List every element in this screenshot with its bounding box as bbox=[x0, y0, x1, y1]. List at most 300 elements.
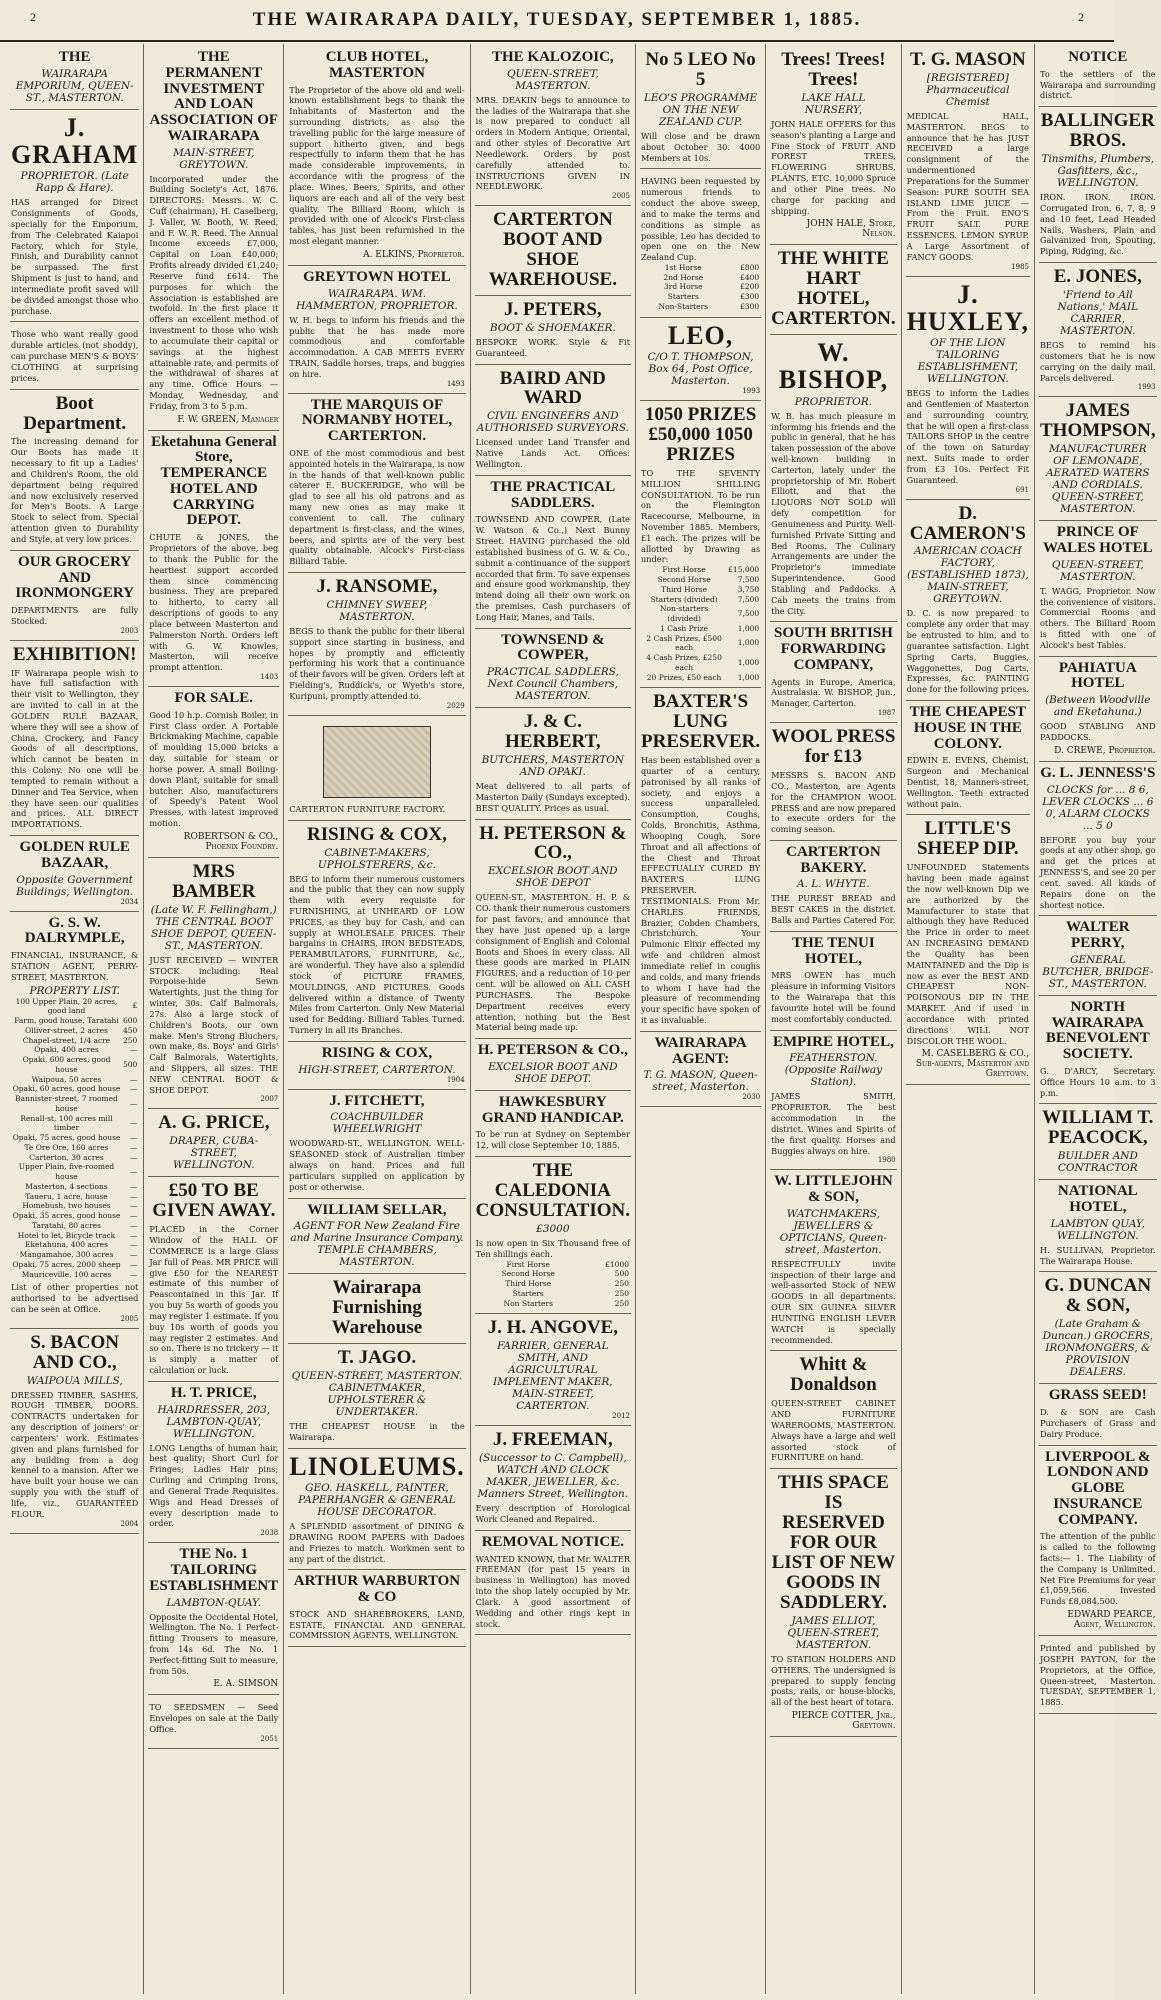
ad-subheading: (Successor to C. Campbell), WATCH AND CLOCK MAKER, JEWELLER, &c. Manners Street, Wellington. bbox=[477, 1452, 629, 1501]
list-value: 1,000 bbox=[737, 657, 760, 667]
advertisement bbox=[906, 277, 1030, 500]
ad-heading: NORTH WAIRARAPA BENEVOLENT SOCIETY. bbox=[1045, 998, 1150, 1063]
ad-body: Those who want really good durable articles (not shoddy), can purchase MEN'S & BOYS' CLOTHING at surprising prices. bbox=[11, 329, 139, 383]
advertisement bbox=[475, 629, 631, 709]
ad-subheading: BUTCHERS, MASTERTON AND OPAKI. bbox=[481, 754, 625, 779]
ad-heading: W. BISHOP, bbox=[778, 338, 889, 395]
list-value: — bbox=[129, 1201, 138, 1211]
advertisement bbox=[640, 1032, 761, 1108]
ad-body: Opposite the Occidental Hotel, Wellington. The No. 1 Perfect-fitting Trousers to measure, from 14s 6d. The No. 1 Perfect-fitting Suit to measure, from 50s. bbox=[149, 1611, 279, 1676]
advertisement bbox=[770, 1469, 896, 1737]
ad-body: MRS. DEAKIN begs to announce to the ladies of the Wairarapa that she is now prepared to conduct all orders in Modern Antique, Oriental, and other styles of Decorative Art Needlework. Orders by post carefully attended to. INSTRUCTIONS GIVEN IN NEEDLEWORK. bbox=[475, 94, 630, 192]
list-item: Starters (divided) bbox=[650, 594, 718, 604]
advertisement bbox=[10, 110, 139, 323]
advertisement bbox=[288, 266, 465, 394]
ad-heading: THE PERMANENT INVESTMENT AND LOAN ASSOCIATION OF WAIRARAPA bbox=[149, 49, 279, 144]
ad-body: DEPARTMENTS are fully Stocked. bbox=[11, 605, 139, 626]
list-value: 250 bbox=[614, 1288, 629, 1298]
ad-subheading: CLOCKS for ... 8 6, LEVER CLOCKS ... 6 0, ALARM CLOCKS ... 5 0 bbox=[1042, 783, 1154, 832]
ad-heading: ARTHUR WARBURTON & CO bbox=[293, 1573, 461, 1606]
ad-body: CARTERTON FURNITURE FACTORY. bbox=[289, 803, 446, 814]
ad-signature: A. ELKINS, Proprietor. bbox=[363, 249, 465, 260]
advertisement bbox=[288, 573, 465, 716]
advertisement bbox=[1039, 1384, 1157, 1445]
woodcut-illustration bbox=[323, 726, 430, 798]
ad-subheading: GENERAL BUTCHER, BRIDGE-ST., MASTERTON. bbox=[1042, 953, 1154, 990]
advertisement bbox=[10, 1329, 139, 1534]
ad-heading: BAXTER'S LUNG PRESERVER. bbox=[641, 691, 761, 753]
ad-body: The Proprietor of the above old and well-known establishment begs to thank the Inhabitants of Masterton and the surrounding districts, as also the travelling public for the large measure of support hitherto given, and begs respectfully to inform them that he has made considerable improvements, in accordance with the progress of the place. Wines, Beers, Spirits, and other liquors are each and all of the very best quality. The Billiard Room, which is provided with one of Alcock's First-class tables, has just been refurnished in the most elegant manner. bbox=[289, 84, 465, 247]
ad-reference-number: 2038 bbox=[260, 1529, 279, 1538]
advertisement bbox=[1039, 996, 1157, 1104]
advertisement bbox=[148, 431, 279, 687]
list-row bbox=[641, 585, 760, 595]
ad-subheading: WAIRARAPA EMPORIUM, QUEEN-ST., MASTERTON. bbox=[15, 67, 134, 104]
list-row bbox=[641, 624, 760, 634]
ad-heading: THE CHEAPEST HOUSE IN THE COLONY. bbox=[909, 704, 1026, 752]
newspaper-title: THE WAIRARAPA DAILY, TUESDAY, SEPTEMBER 1, 1885. bbox=[252, 9, 862, 30]
ad-body: A SPLENDID assortment of DINING & DRAWING ROOM PAPERS with Dadoes and Friezes to match. Workmen sent to any part of the district. bbox=[289, 1521, 465, 1564]
ad-body: CHUTE & JONES, the Proprietors of the above, beg to thank the Public for the heartiest support accorded them since commencing business. They are prepared to hitherto, to carry all descriptions of goods to any place between Masterton and Palmerston North. Orders left with G. W. Knowles, Masterton, will receive prompt attention. bbox=[149, 532, 279, 673]
list-item: Farm, good house, Taratahi bbox=[14, 1016, 119, 1025]
list-value: 500 bbox=[123, 1059, 138, 1069]
ad-body: TO SEEDSMEN — Seed Envelopes on sale at the Daily Office. bbox=[149, 1702, 279, 1735]
list-row bbox=[11, 1260, 138, 1270]
list-value: £200 bbox=[740, 282, 760, 292]
ad-body: Printed and published by JOSEPH PAYTON, for the Proprietors, at the Office, Queen-street, Masterton. TUESDAY, SEPTEMBER 1, 1885. bbox=[1040, 1643, 1156, 1708]
list-item: Mangamahoe, 300 acres bbox=[19, 1250, 114, 1259]
column-1 bbox=[6, 44, 144, 1994]
ad-body: W. B. has much pleasure in informing his friends and the public in general, that he has taken possession of the above well-known building in Carterton, lately under the proprietorship of Mr. Robert Elliott, and that the LIQUORS NOT SOLD will defy competition for Genuineness and Purity. Well-furnished Private Sitting and Bed Rooms. The Culinary Arrangements are under the Proprietor's immediate Superintendence. Good Stabling and Paddocks. A Cab meets the trains from the City. bbox=[771, 410, 896, 616]
list-value: — bbox=[129, 1250, 138, 1259]
ad-subheading: Tinsmiths, Plumbers, Gasfitters, &c., WELLINGTON. bbox=[1041, 153, 1155, 190]
ad-subheading: HIGH-STREET, CARTERTON. bbox=[298, 1063, 456, 1076]
ad-subheading: WATCHMAKERS, JEWELLERS & OPTICIANS, Queen-street, Masterton. bbox=[779, 1207, 888, 1256]
ad-body: Is now open in Six Thousand free of Ten shillings each. bbox=[475, 1237, 630, 1259]
advertisement bbox=[1039, 1180, 1157, 1272]
advertisement bbox=[770, 335, 896, 622]
ad-subheading: AMERICAN COACH FACTORY, (ESTABLISHED 1873), MAIN-STREET, GREYTOWN. bbox=[906, 545, 1029, 606]
ad-heading: Trees! Trees! Trees! bbox=[781, 49, 886, 90]
ad-subheading: WAIPOUA MILLS, bbox=[26, 1374, 123, 1387]
ad-body: MESSRS S. BACON AND CO., Masterton, are Agents for the CHAMPION WOOL PRESS and are now prepared to execute orders for the coming season. bbox=[771, 770, 896, 835]
advertisement bbox=[770, 841, 896, 932]
list-row bbox=[11, 1250, 138, 1260]
ad-body: BEGS to remind his customers that he is now carrying on the daily mail. Parcels delivered. bbox=[1040, 340, 1156, 383]
advertisement bbox=[640, 46, 761, 169]
list-value: — bbox=[129, 1191, 138, 1201]
column-container bbox=[6, 44, 1156, 1994]
advertisement bbox=[148, 46, 279, 431]
advertisement bbox=[148, 687, 279, 858]
ad-subheading: MAIN-STREET, GREYTOWN. bbox=[173, 146, 255, 171]
ad-heading: D. CAMERON'S bbox=[909, 502, 1026, 544]
list-item: Opaki, 600 acres, good house bbox=[22, 1055, 111, 1074]
ad-heading: Boot Department. bbox=[23, 392, 127, 434]
list-item: Taratahi, 80 acres bbox=[32, 1220, 101, 1230]
list-item: Opaki, 75 acres, good house bbox=[12, 1133, 121, 1142]
ad-heading: BALLINGER BROS. bbox=[1040, 110, 1155, 152]
ad-subheading: EXCELSIOR BOOT AND SHOE DEPOT. bbox=[488, 1060, 618, 1085]
advertisement bbox=[148, 1543, 279, 1695]
advertisement bbox=[288, 1274, 465, 1344]
ad-heading: PAHIATUA HOTEL bbox=[1058, 659, 1137, 692]
list-row bbox=[11, 1182, 138, 1192]
ad-heading: OUR GROCERY AND IRONMONGERY bbox=[15, 553, 134, 602]
ad-heading: G. DUNCAN & SON, bbox=[1044, 1275, 1152, 1317]
ad-subheading: CIVIL ENGINEERS AND AUTHORISED SURVEYORS. bbox=[476, 410, 629, 435]
list-value: 1,000 bbox=[737, 638, 760, 648]
list-item: Homebush, two houses bbox=[22, 1201, 111, 1211]
ad-heading: CARTERTON BAKERY. bbox=[786, 843, 881, 876]
ad-signature: D. CREWE, Proprietor. bbox=[1054, 745, 1156, 756]
advertisement bbox=[288, 46, 465, 266]
ad-heading: GREYTOWN HOTEL bbox=[303, 268, 451, 285]
list-row bbox=[11, 1094, 138, 1114]
list-item: Chapel-street, 1/4 acre bbox=[22, 1035, 111, 1045]
ad-reference-number: 2029 bbox=[446, 701, 465, 710]
ad-heading: EMPIRE HOTEL, bbox=[772, 1033, 894, 1050]
list-value: — bbox=[129, 1211, 138, 1220]
ad-reference-number: 1993 bbox=[742, 387, 761, 396]
list-item: 20 Prizes, £50 each bbox=[646, 672, 722, 682]
list-item: Hotel to let, Bicycle track bbox=[17, 1230, 116, 1240]
list-value: 1,000 bbox=[737, 623, 760, 633]
ad-body: MEDICAL HALL, MASTERTON. BEGS to announce that he has JUST RECEIVED a large consignment of the undermentioned Preparations for the Summer Season: PURE SOUTH SEA ISLAND LIME JUICE — From the Fruit. ENO'S FRUIT SALT. PURE ESSENCES. LEMON SYRUP. A Large Assortment of FANCY GOODS. bbox=[906, 110, 1029, 262]
ad-reference-number: 2004 bbox=[120, 1519, 139, 1528]
list-row bbox=[641, 604, 760, 624]
ad-signature: JOHN HALE, Stoke, Nelson. bbox=[806, 219, 896, 240]
list-value: 250 bbox=[614, 1279, 629, 1289]
ad-heading: GRASS SEED! bbox=[1048, 1387, 1147, 1404]
advertisement bbox=[1039, 46, 1157, 107]
list-row bbox=[476, 1289, 630, 1299]
ad-heading: THE CALEDONIA CONSULTATION. bbox=[475, 1160, 631, 1221]
advertisement bbox=[1039, 1636, 1157, 1714]
ad-body: Good 10 h.p. Cornish Boiler, in First Class order. A Portable Brickmaking Machine, capable of moulding 15,000 bricks a day, suitable for steam or horse power. A small Boiling-down Plant, suitable for small butcher. Also, manufacturers of Speedy's Patent Wool Presses, with latest improved motion. bbox=[149, 709, 279, 829]
ad-body: H. SULLIVAN, Proprietor. The Wairarapa House. bbox=[1040, 1244, 1156, 1266]
ad-body: IF Wairarapa people wish to have full satisfaction with their visit to Wellington, they are invited to call in at the GOLDEN RULE BAZAAR, where they will see a show of China, Crockery, and Fancy Goods of all descriptions, which cannot be beaten in this Colony. No one will be tempted to remain without a Dinner and Tea Service, when they have seen our qualities and prices. ALL DIRECT IMPORTATIONS. bbox=[11, 667, 139, 830]
list-value: — bbox=[129, 1269, 138, 1279]
advertisement bbox=[288, 1570, 465, 1647]
advertisement bbox=[475, 1091, 631, 1157]
list-value: £ bbox=[132, 1001, 138, 1011]
list-item: Starters bbox=[667, 292, 699, 302]
ad-heading: MRS BAMBER bbox=[172, 860, 256, 902]
ad-body: BEG to inform their numerous customers and the public that they can now supply them with every requisite for FURNISHING, at UNHEARD OF LOW PRICES, as they buy for Cash, and can supply at WHOLESALE PRICES. Their bargains in CHAIRS, IRON BEDSTEADS, PERAMBULATORS, FURNITURE, &c., are wonderful. They have also a splendid stock of PICTURE FRAMES, MOULDINGS, AND PICTURES. Goods delivered within a distance of Twenty Miles from Carterton. Only New Material used for Bedding. Billiard Tables Turned. Turnery in all its Branches. bbox=[289, 873, 465, 1036]
list-row bbox=[641, 565, 760, 575]
ad-body: FINANCIAL, INSURANCE, & STATION AGENT, PERRY-STREET, MASTERTON. bbox=[11, 950, 139, 982]
list-value: £15,000 bbox=[728, 565, 760, 575]
advertisement bbox=[1039, 521, 1157, 656]
ad-subheading: GEO. HASKELL, PAINTER, PAPERHANGER & GENERAL HOUSE DECORATOR. bbox=[298, 1482, 456, 1519]
advertisement bbox=[475, 1039, 631, 1091]
ad-heading: J. PETERS, bbox=[504, 298, 602, 320]
list-value: — bbox=[129, 1142, 138, 1152]
ad-subheading: WAIRARAPA. WM. HAMMERTON, PROPRIETOR. bbox=[296, 287, 458, 312]
price-list bbox=[641, 565, 760, 682]
list-row bbox=[11, 1153, 138, 1163]
list-value: — bbox=[129, 1084, 138, 1094]
list-value: — bbox=[129, 1259, 138, 1269]
list-item: Olliver-street, 2 acres bbox=[25, 1025, 108, 1035]
ad-heading: WALTER PERRY, bbox=[1065, 919, 1130, 952]
list-row bbox=[476, 1279, 630, 1289]
list-value: £300 bbox=[740, 301, 760, 311]
advertisement bbox=[148, 1109, 279, 1177]
advertisement bbox=[10, 912, 139, 1329]
ad-signature: PIERCE COTTER, Jnr., Greytown. bbox=[791, 1711, 896, 1731]
advertisement bbox=[1039, 397, 1157, 521]
list-item: 2 Cash Prizes, £500 each bbox=[646, 633, 722, 653]
ad-subheading: LAMBTON-QUAY. bbox=[166, 1596, 262, 1609]
ad-subheading: (Late W. F. Fellingham,) THE CENTRAL BOOT SHOE DEPOT, QUEEN-ST., MASTERTON. bbox=[150, 903, 277, 952]
advertisement bbox=[288, 1344, 465, 1449]
ad-reference-number: 2012 bbox=[612, 1412, 630, 1421]
advertisement bbox=[475, 206, 631, 296]
ad-heading: WILLIAM T. PEACOCK, bbox=[1042, 1107, 1154, 1149]
list-row bbox=[11, 1240, 138, 1250]
list-title: PROPERTY LIST. bbox=[29, 984, 120, 997]
list-item: Third Horse bbox=[505, 1279, 552, 1289]
advertisement bbox=[640, 401, 761, 688]
advertisement bbox=[770, 245, 896, 335]
ad-reference-number: 1403 bbox=[260, 672, 279, 681]
list-item: Taueru, 1 acre, house bbox=[25, 1191, 108, 1201]
list-row bbox=[11, 1084, 138, 1094]
ad-reference-number: 1985 bbox=[1011, 262, 1029, 271]
list-value: — bbox=[129, 1045, 138, 1055]
list-value: 3,750 bbox=[737, 584, 760, 594]
advertisement bbox=[475, 1157, 631, 1314]
ad-heading: PRINCE OF WALES HOTEL bbox=[1042, 524, 1153, 556]
ad-body: W. H. begs to inform his friends and the public that he has made more commodious and comfortable accommodation. A CAB MEETS EVERY TRAIN. Saddle horses, traps, and buggies on hire. bbox=[289, 314, 465, 379]
ad-body: To the settlers of the Wairarapa and surrounding district. bbox=[1040, 68, 1156, 101]
ad-heading: G. L. JENNESS'S bbox=[1040, 764, 1156, 781]
ad-body: To be run at Sydney on September 12, will close September 10, 1885. bbox=[475, 1129, 630, 1151]
list-item: First Horse bbox=[506, 1259, 550, 1269]
ad-body: THE PUREST BREAD and BEST CAKES in the district. Balls and Parties Catered For. bbox=[771, 893, 896, 926]
ad-signature: F. W. GREEN, Manager bbox=[177, 414, 279, 425]
ad-heading: WILLIAM SELLAR, bbox=[307, 1201, 447, 1218]
advertisement bbox=[1039, 1446, 1157, 1637]
ad-body: JAMES SMITH, PROPRIETOR. The best accommodation in the district. Wines and Spirits of the first quality. Horses and Buggies always on hire. bbox=[771, 1091, 896, 1156]
column-2 bbox=[144, 44, 284, 1994]
list-item: Third Horse bbox=[661, 584, 708, 594]
ad-body: D. C. is now prepared to complete any order that may be entrusted to him, and to guarantee satisfaction. Light Spring Carts, Buggies, Waggonettes, Dog Carts, Expresses, &c. PAINTING done for the following prices. bbox=[906, 608, 1029, 695]
ad-body: Agents in Europe, America, Australasia. W. BISHOP, Jun., Manager, Carterton. bbox=[771, 676, 896, 709]
ad-heading: THE KALOZOIC, bbox=[491, 49, 614, 65]
ad-body: HAVING been requested by numerous friends to conduct the above sweep, and to make the terms and conditions as simple as possible, Leo has decided to open one on the New Zealand Cup. bbox=[641, 176, 761, 263]
list-item: Starters bbox=[512, 1288, 544, 1298]
list-item: Second Horse bbox=[657, 575, 711, 585]
list-row bbox=[11, 1231, 138, 1241]
advertisement bbox=[906, 500, 1030, 702]
list-item: Non-starters (divided) bbox=[659, 604, 709, 624]
ad-heading: Whitt & Donaldson bbox=[790, 1354, 877, 1396]
list-value: — bbox=[129, 1074, 138, 1084]
advertisement bbox=[1039, 1104, 1157, 1180]
ad-subheading: MANUFACTURER OF LEMONADE, AERATED WATERS AND CORDIALS. QUEEN-STREET, MASTERTON. bbox=[1045, 443, 1150, 516]
advertisement bbox=[475, 46, 631, 206]
list-item: Non Starters bbox=[503, 1298, 553, 1308]
advertisement bbox=[640, 318, 761, 401]
advertisement bbox=[770, 1031, 896, 1171]
ad-heading: 1050 PRIZES £50,000 1050 PRIZES bbox=[644, 404, 757, 465]
column-7 bbox=[902, 44, 1035, 1994]
ad-body: D. & SON are Cash Purchasers of Grass and Dairy Produce. bbox=[1040, 1407, 1156, 1439]
advertisement bbox=[288, 821, 465, 1042]
ad-heading: H. PETERSON & CO., bbox=[477, 1042, 628, 1059]
ad-body: QUEEN-STREET CABINET AND FURNITURE WAREROOMS, MASTERTON. Always have a large and well assorted stock of FURNITURE on hand. bbox=[771, 1398, 896, 1463]
advertisement bbox=[770, 1170, 896, 1351]
list-item: Opaki, 35 acres, good house bbox=[12, 1211, 121, 1220]
advertisement bbox=[148, 1177, 279, 1381]
list-value: — bbox=[129, 1118, 138, 1128]
column-4 bbox=[471, 44, 636, 1994]
ad-signature: EDWARD PEARCE, Agent, Wellington. bbox=[1067, 1610, 1156, 1631]
list-row bbox=[641, 634, 760, 654]
ad-heading: T. G. MASON bbox=[909, 49, 1026, 70]
ad-body: BEFORE you buy your goods at any other shop, go and get the prices at JENNESS'S, and see 20 per cent. saved. All kinds of Repairs done on the shortest notice. bbox=[1040, 834, 1156, 910]
ad-subheading: COACHBUILDER WHEELWRIGHT bbox=[330, 1111, 424, 1136]
list-item: Masterton, 4 sections bbox=[25, 1181, 108, 1191]
ad-heading: WOOL PRESS for £13 bbox=[771, 726, 896, 768]
list-row bbox=[641, 282, 760, 292]
list-value: £400 bbox=[740, 272, 760, 282]
list-row bbox=[641, 595, 760, 605]
ad-body: BEGS to thank the public for their liberal support since starting in business, and hopes by promptly and efficiently performing his work that a continuance of their favors will be given. Orders left at Fielding's, Ruddick's, or Wyeth's store, Kuripuni, promptly attended to. bbox=[289, 625, 465, 701]
advertisement bbox=[770, 723, 896, 841]
list-item: 1 Cash Prize bbox=[660, 623, 708, 633]
advertisement bbox=[1039, 107, 1157, 263]
column-8 bbox=[1035, 44, 1161, 1994]
ad-body: BEGS to inform the Ladies and Gentlemen of Masterton and surrounding country, that he will open a first-class TAILORS SHOP in the centre of the town on Saturday next. Suits made to order from £3 10s. Perfect Fit Guaranteed. bbox=[906, 388, 1029, 485]
ad-heading: No 5 LEO No 5 bbox=[645, 49, 756, 90]
page-number-right: 2 bbox=[1078, 10, 1084, 24]
ad-signature: ROBERTSON & CO., Phoenix Foundry. bbox=[183, 831, 279, 852]
advertisement bbox=[770, 932, 896, 1031]
list-value: — bbox=[129, 1181, 138, 1191]
ad-subheading: QUEEN-STREET, MASTERTON. CABINETMAKER, UPHOLSTERER & UNDERTAKER. bbox=[291, 1370, 463, 1419]
advertisement bbox=[475, 476, 631, 629]
list-row bbox=[641, 263, 760, 273]
list-item: Non-Starters bbox=[658, 301, 709, 311]
advertisement bbox=[475, 820, 631, 1040]
advertisement bbox=[475, 1314, 631, 1426]
list-row bbox=[11, 1211, 138, 1221]
list-row bbox=[476, 1260, 630, 1270]
ad-subheading: FEATHERSTON. (Opposite Railway Station). bbox=[784, 1052, 883, 1089]
advertisement bbox=[475, 1531, 631, 1636]
list-item: Eketahuna, 400 acres bbox=[25, 1240, 108, 1250]
ad-reference-number: 691 bbox=[1015, 485, 1029, 494]
advertisement bbox=[770, 622, 896, 723]
list-value: — bbox=[129, 1240, 138, 1250]
list-item: 100 Upper Plain, 20 acres, good land bbox=[15, 996, 118, 1016]
ad-heading: SOUTH BRITISH FORWARDING COMPANY, bbox=[774, 625, 893, 673]
ad-heading: Wairarapa Furnishing Warehouse bbox=[331, 1277, 423, 1339]
advertisement bbox=[10, 641, 139, 836]
column-6 bbox=[766, 44, 901, 1994]
ad-signature: E. A. SIMSON bbox=[213, 1679, 279, 1690]
list-item: Waipoua, 50 acres bbox=[31, 1074, 102, 1084]
advertisement bbox=[906, 701, 1030, 815]
ad-subheading: OF THE LION TAILORING ESTABLISHMENT, WELLINGTON. bbox=[917, 337, 1019, 386]
column-5 bbox=[636, 44, 766, 1994]
list-item: Carterton, 30 acres bbox=[29, 1152, 104, 1162]
ad-heading: LITTLE'S SHEEP DIP. bbox=[916, 818, 1019, 860]
list-item: Opaki, 400 acres bbox=[34, 1045, 99, 1055]
ad-body: T. WAGG, Proprietor. Now the convenience of visitors. Commercial Rooms and others. The Billiard Room is fitted with one of Alcock's best Tables. bbox=[1040, 585, 1156, 650]
ad-reference-number: 2003 bbox=[120, 626, 139, 635]
ad-subheading: C/O T. THOMPSON, Box 64, Post Office, Masterton. bbox=[647, 351, 754, 388]
list-row bbox=[11, 1075, 138, 1085]
list-item: Second Horse bbox=[501, 1269, 555, 1279]
advertisement bbox=[288, 394, 465, 573]
ad-subheading: [REGISTERED] Pharmaceutical Chemist bbox=[926, 71, 1010, 108]
ad-body: TOWNSEND AND COWPER, (Late W. Watson & Co.,) Next Bunny Street. HAVING purchased the old established business of G. W. & Co., submit a continuance of the support accorded that firm. To save expenses and ensure good workmanship, they intend doing all their own work on the premises. Cash purchasers of Long Hair, Manes, and Tails. bbox=[475, 514, 630, 622]
advertisement bbox=[475, 708, 631, 819]
list-row bbox=[476, 1269, 630, 1279]
list-value: 1,000 bbox=[737, 672, 760, 682]
ad-heading: RISING & COX, bbox=[307, 823, 447, 845]
ad-subheading: 'Friend to All Nations,' MAIL CARRIER, MASTERTON. bbox=[1057, 289, 1139, 338]
page-number-left: 2 bbox=[30, 10, 36, 24]
ad-heading: EXHIBITION! bbox=[12, 643, 137, 665]
ad-heading: REMOVAL NOTICE. bbox=[481, 1533, 624, 1550]
ad-heading: BAIRD AND WARD bbox=[499, 367, 606, 409]
ad-subheading: A. L. WHYTE. bbox=[797, 878, 870, 891]
ad-heading: THE TENUI HOTEL, bbox=[792, 934, 875, 967]
masthead bbox=[0, 0, 1114, 42]
list-row bbox=[11, 1201, 138, 1211]
list-value: £300 bbox=[740, 292, 760, 302]
ad-heading: J. FREEMAN, bbox=[492, 1429, 613, 1451]
ad-heading: TOWNSEND & COWPER, bbox=[501, 631, 605, 664]
ad-subheading: LAMBTON QUAY, WELLINGTON. bbox=[1050, 1217, 1145, 1242]
list-item: Bannister-street, 7 roomed house bbox=[15, 1094, 118, 1113]
ad-body: THE CHEAPEST HOUSE in the Wairarapa. bbox=[289, 1421, 465, 1442]
advertisement bbox=[475, 1426, 631, 1531]
ad-body: Has been established over a quarter of a century, patronised by all ranks of society, and enjoys a success unparalleled. Consumption, Coughs, Colds, Bronchitis, Asthma, Whooping Cough, Sore Throat and all affections of the Chest and Throat EFFECTUALLY CURED BY BAXTER'S LUNG PRESERVER. TESTIMONIALS. From Mr. CHARLES FRIENDS, Brazier, Cobden Chambers, Christchurch. Your Pulmonic Elixir effected my wife and children almost immediate relief in coughs and colds, and many friends to whom I have had the pleasure of recommending your specific have spoken of it as invaluable. bbox=[641, 755, 761, 1025]
ad-reference-number: 2005 bbox=[612, 192, 630, 201]
advertisement bbox=[1039, 1272, 1157, 1384]
ad-heading: NOTICE bbox=[1068, 49, 1128, 65]
list-row bbox=[641, 292, 760, 302]
ad-heading: A. G. PRICE, bbox=[158, 1112, 270, 1134]
advertisement bbox=[10, 322, 139, 389]
advertisement bbox=[10, 551, 139, 641]
ad-signature: M. CASELBERG & CO., Sub-agents, Masterton and Greytown. bbox=[915, 1049, 1029, 1080]
list-row bbox=[476, 1299, 630, 1309]
list-row bbox=[11, 1143, 138, 1153]
list-row bbox=[11, 1162, 138, 1182]
ad-body: List of other properties not authorised to be advertised can be seen at Office. bbox=[11, 1282, 139, 1314]
ad-body: LONG Lengths of human hair, best quality; Short Curl for Fringes; Ladies Hair pins; Curling and Crimping Irons, and General Trade Requisites. Wigs and Head Dresses of every description made to order. bbox=[149, 1442, 279, 1529]
ad-heading: THE bbox=[58, 49, 91, 65]
ad-reference-number: 1987 bbox=[877, 709, 896, 718]
ad-heading: T. JAGO. bbox=[337, 1347, 417, 1369]
ad-heading: S. BACON AND CO., bbox=[30, 1331, 119, 1373]
list-item: Opaki, 60 acres, good house bbox=[12, 1084, 121, 1094]
ad-body: STOCK AND SHAREBROKERS, LAND, ESTATE, FINANCIAL AND GENERAL COMMISSION AGENTS, WELLINGTON. bbox=[289, 1608, 465, 1641]
ad-heading: W. LITTLEJOHN & SON, bbox=[774, 1173, 893, 1206]
advertisement bbox=[475, 365, 631, 476]
advertisement bbox=[1039, 762, 1157, 917]
ad-heading: WAIRARAPA AGENT: bbox=[654, 1034, 747, 1067]
ad-body: The attention of the public is called to the following facts:— 1. The Liability of the Company is Unlimited. Net Fire Premiums for year £1,059,566. Invested Funds £8,084,500. bbox=[1040, 1531, 1156, 1607]
